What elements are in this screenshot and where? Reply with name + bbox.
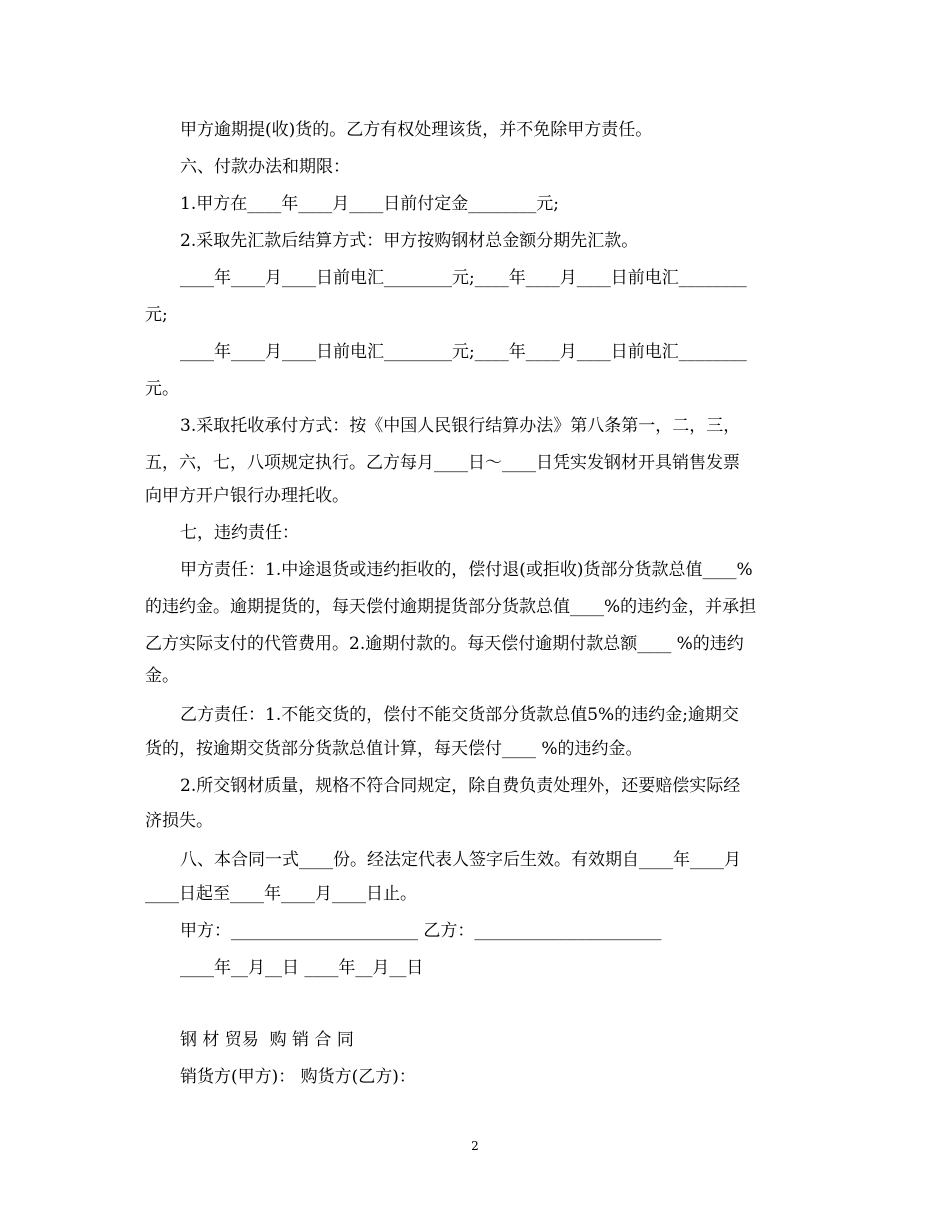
page-number: 2 xyxy=(471,1139,479,1153)
paragraph-line: 乙方责任：1.不能交货的，偿付不能交货部分货款总值5%的违约金;逾期交 xyxy=(180,705,739,725)
parties-header-line: 销货方(甲方)： 购货方(乙方)： xyxy=(180,1067,416,1087)
section-heading-breach: 七，违约责任： xyxy=(180,523,299,543)
signature-parties-line: 甲方：______________________ 乙方：______________________ xyxy=(180,921,662,941)
paragraph-line: 2.采取先汇款后结算方式：甲方按购钢材总金额分期先汇款。 xyxy=(180,231,639,251)
paragraph-line: 2.所交钢材质量，规格不符合同规定，除自费负责处理外，还要赔偿实际经 xyxy=(180,776,741,796)
paragraph-line: 元。 xyxy=(145,379,179,399)
paragraph-line: 五，六，七，八项规定执行。乙方每月____日～____日凭实发钢材开具销售发票 xyxy=(145,453,740,473)
paragraph-line: 向甲方开户银行办理托收。 xyxy=(145,486,349,506)
contract-title: 钢 材 贸易 购 销 合 同 xyxy=(180,1030,354,1050)
paragraph-line: ____日起至____年____月____日止。 xyxy=(145,884,417,904)
paragraph-line: 济损失。 xyxy=(145,811,213,831)
paragraph-line: 元; xyxy=(145,305,168,325)
paragraph-line: 的违约金。逾期提货的，每天偿付逾期提货部分货款总值____%的违约金，并承担 xyxy=(145,597,757,617)
paragraph-line: ____年____月____日前电汇________元;____年____月____日前电汇________ xyxy=(180,268,747,288)
paragraph-line: ____年____月____日前电汇________元;____年____月____日前电汇________ xyxy=(180,342,747,362)
signature-date-line: ____年__月__日 ____年__月__日 xyxy=(180,958,424,978)
paragraph-line: 金。 xyxy=(145,666,179,686)
paragraph-line: 乙方实际支付的代管费用。2.逾期付款的。每天偿付逾期付款总额____ %的违约 xyxy=(145,634,744,654)
paragraph-line: 甲方逾期提(收)货的。乙方有权处理该货，并不免除甲方责任。 xyxy=(180,120,653,140)
paragraph-line: 货的，按逾期交货部分货款总值计算，每天偿付____ %的违约金。 xyxy=(145,739,643,759)
paragraph-line: 八、本合同一式____份。经法定代表人签字后生效。有效期自____年____月 xyxy=(180,850,741,870)
paragraph-line: 1.甲方在____年____月____日前付定金________元; xyxy=(180,194,559,214)
section-heading-payment: 六、付款办法和期限： xyxy=(180,157,350,177)
paragraph-line: 甲方责任：1.中途退货或违约拒收的，偿付退(或拒收)货部分货款总值____% xyxy=(180,560,753,580)
paragraph-line: 3.采取托收承付方式：按《中国人民银行结算办法》第八条第一，二，三， xyxy=(180,416,741,436)
